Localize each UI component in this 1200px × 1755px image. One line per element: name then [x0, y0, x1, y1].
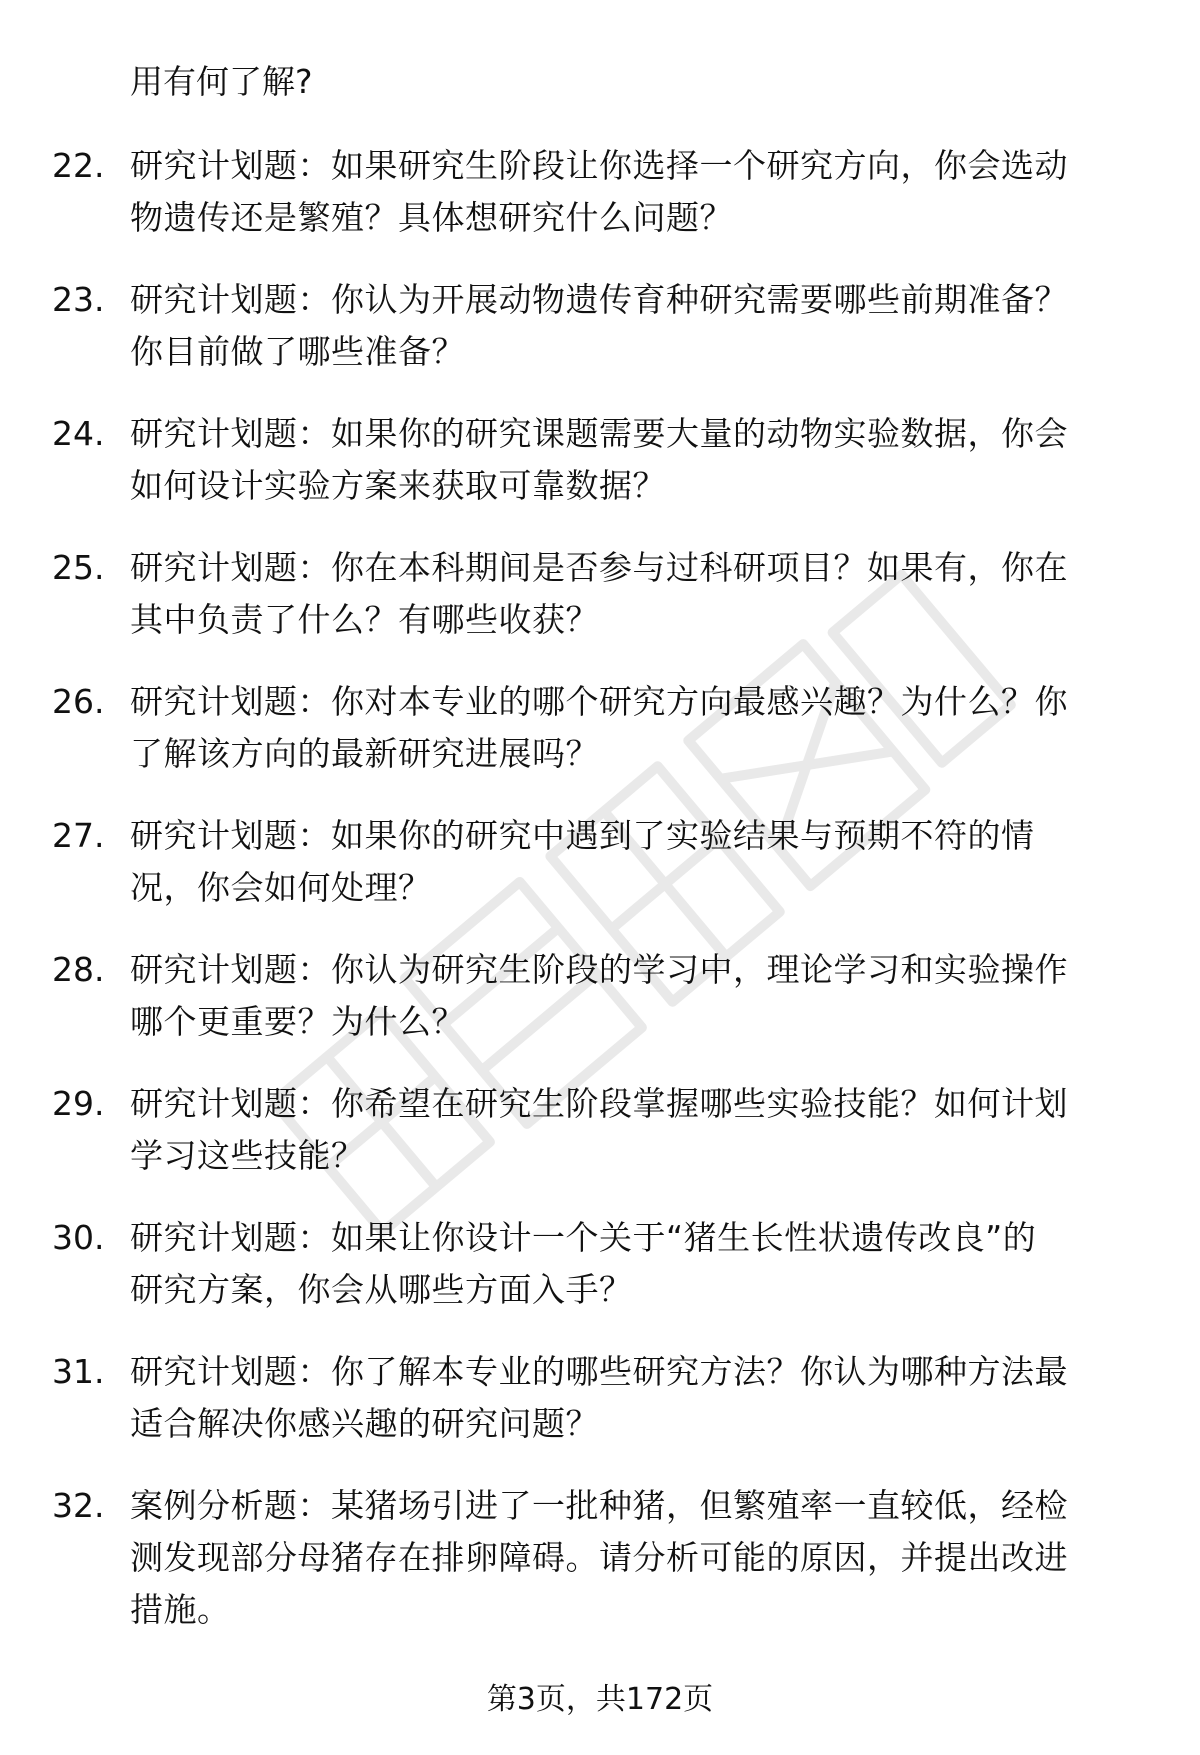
question-list: [0, 140, 1200, 1666]
item-line: 研究计划题：你对本专业的哪个研究方向最感兴趣？为什么？你: [130, 682, 1068, 721]
item-line: 研究计划题：如果你的研究中遇到了实验结果与预期不符的情: [130, 816, 1035, 855]
item-line: 如何设计实验方案来获取可靠数据？: [130, 466, 666, 505]
list-item: [0, 810, 1200, 914]
item-text: [130, 944, 1140, 1048]
item-line: 研究计划题：你认为研究生阶段的学习中，理论学习和实验操作: [130, 950, 1068, 989]
item-line: 研究计划题：如果研究生阶段让你选择一个研究方向，你会选动: [130, 146, 1068, 185]
item-text: [130, 1078, 1140, 1182]
item-line: 其中负责了什么？有哪些收获？: [130, 600, 599, 639]
item-line: 测发现部分母猪存在排卵障碍。请分析可能的原因，并提出改进: [130, 1538, 1068, 1577]
item-text: [130, 810, 1140, 914]
item-number: 23.: [52, 280, 105, 319]
list-item: [0, 542, 1200, 646]
item-line: 物遗传还是繁殖？具体想研究什么问题？: [130, 198, 733, 237]
list-item: [0, 1212, 1200, 1316]
item-number: 32.: [52, 1486, 105, 1525]
item-number: 30.: [52, 1218, 105, 1257]
item-text: [130, 676, 1140, 780]
item-line: 案例分析题：某猪场引进了一批种猪，但繁殖率一直较低，经检: [130, 1486, 1068, 1525]
item-line: 了解该方向的最新研究进展吗？: [130, 734, 599, 773]
item-line: 研究计划题：你了解本专业的哪些研究方法？你认为哪种方法最: [130, 1352, 1068, 1391]
page-number: 第3页，共172页: [486, 1682, 714, 1717]
item-line: 研究计划题：你在本科期间是否参与过科研项目？如果有，你在: [130, 548, 1068, 587]
item-number: 31.: [52, 1352, 105, 1391]
continuation-text: 用有何了解?: [130, 62, 313, 101]
item-number: 29.: [52, 1084, 105, 1123]
list-item: [0, 1480, 1200, 1636]
item-line: 适合解决你感兴趣的研究问题？: [130, 1404, 599, 1443]
item-number: 26.: [52, 682, 105, 721]
item-number: 24.: [52, 414, 105, 453]
item-line: 况，你会如何处理？: [130, 868, 432, 907]
item-number: 25.: [52, 548, 105, 587]
item-line: 学习这些技能？: [130, 1136, 365, 1175]
list-item: [0, 676, 1200, 780]
item-line: 研究计划题：如果你的研究课题需要大量的动物实验数据，你会: [130, 414, 1068, 453]
list-item: [0, 944, 1200, 1048]
item-number: 27.: [52, 816, 105, 855]
list-item: [0, 1078, 1200, 1182]
item-number: 28.: [52, 950, 105, 989]
item-line: 研究方案，你会从哪些方面入手？: [130, 1270, 633, 1309]
list-item: [0, 408, 1200, 512]
item-line: 研究计划题：如果让你设计一个关于“猪生长性状遗传改良”的: [130, 1218, 1037, 1257]
item-line: 研究计划题：你希望在研究生阶段掌握哪些实验技能？如何计划: [130, 1084, 1068, 1123]
list-item: [0, 140, 1200, 244]
item-line: 研究计划题：你认为开展动物遗传育种研究需要哪些前期准备？: [130, 280, 1068, 319]
item-text: [130, 1346, 1140, 1450]
item-line: 措施。: [130, 1590, 231, 1629]
list-item: [0, 274, 1200, 378]
item-line: 哪个更重要？为什么？: [130, 1002, 465, 1041]
item-number: 22.: [52, 146, 105, 185]
item-text: [130, 1480, 1140, 1636]
item-line: 你目前做了哪些准备？: [130, 332, 465, 371]
list-item: [0, 1346, 1200, 1450]
item-text: [130, 408, 1140, 512]
item-text: [130, 1212, 1140, 1316]
item-text: [130, 542, 1140, 646]
item-text: [130, 140, 1140, 244]
item-text: [130, 274, 1140, 378]
